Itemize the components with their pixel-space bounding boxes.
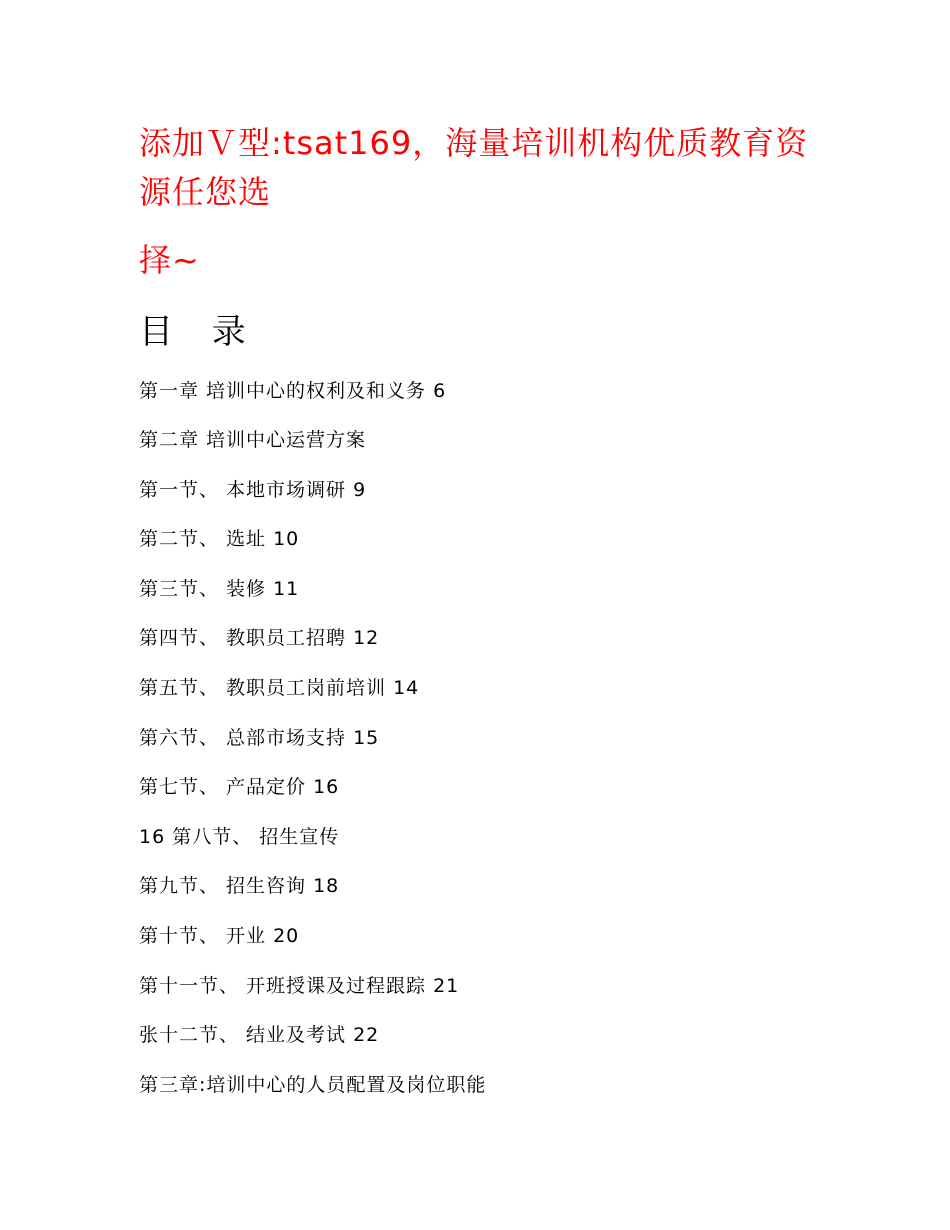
promo-text-line-1: 添加Ｖ型:tsat169，海量培训机构优质教育资 <box>139 124 809 162</box>
promo-text-line-2: 源任您选 <box>139 173 272 211</box>
toc-entry: 第一章 培训中心的权利及和义务 6 <box>139 380 447 402</box>
toc-entry: 第十一节、 开班授课及过程跟踪 21 <box>139 975 460 997</box>
toc-entry: 张十二节、 结业及考试 22 <box>139 1024 380 1046</box>
toc-entry: 第二节、 选址 10 <box>139 528 300 550</box>
toc-entry: 第三章:培训中心的人员配置及岗位职能 <box>139 1074 487 1096</box>
toc-entry: 第四节、 教职员工招聘 12 <box>139 627 380 649</box>
toc-entry: 第六节、 总部市场支持 15 <box>139 727 380 749</box>
toc-entry: 16 第八节、 招生宣传 <box>139 826 340 848</box>
toc-entry: 第一节、 本地市场调研 9 <box>139 479 367 501</box>
toc-entry: 第九节、 招生咨询 18 <box>139 875 340 897</box>
promo-text-line-3: 择~ <box>139 241 200 279</box>
toc-entry: 第五节、 教职员工岗前培训 14 <box>139 677 420 699</box>
toc-entry: 第十节、 开业 20 <box>139 925 300 947</box>
toc-entry: 第二章 培训中心运营方案 <box>139 429 367 451</box>
toc-entry: 第三节、 装修 11 <box>139 578 300 600</box>
toc-entry: 第七节、 产品定价 16 <box>139 776 340 798</box>
toc-title: 目 录 <box>139 312 260 352</box>
